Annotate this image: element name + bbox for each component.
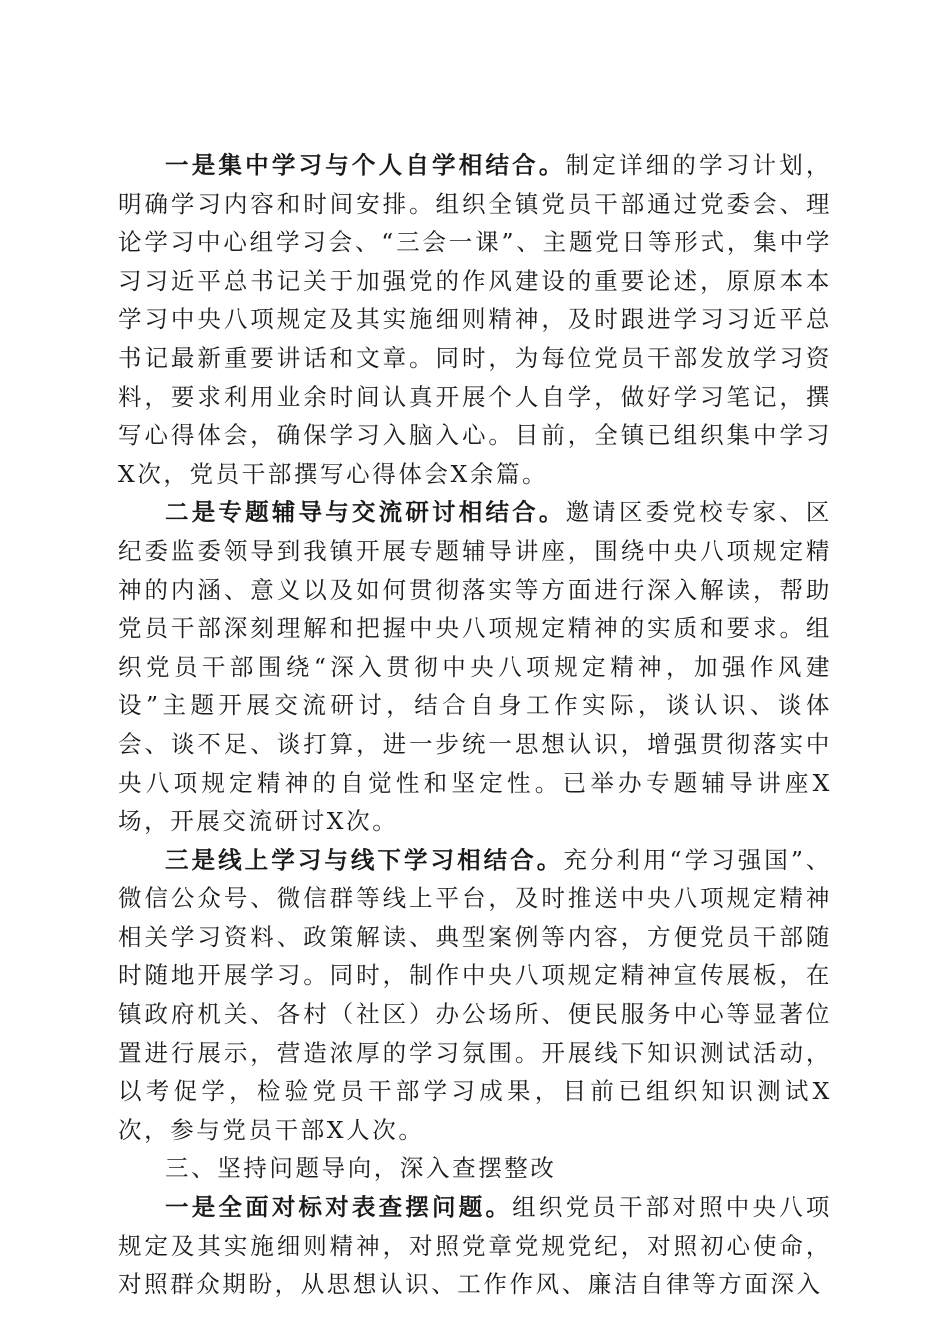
paragraph-body: 邀请区委党校专家、区纪委监委领导到我镇开展专题辅导讲座，围绕中央八项规定精神的内涵、意义以及如何贯彻落实等方面进行深入解读，帮助党员干部深刻理解和把握中央八项规定精神的实质和要求。组织党员干部围绕“深入贯彻中央八项规定精神，加强作风建设”主题开展交流研讨，结合自身工作实际，谈认识、谈体会、谈不足、谈打算，进一步统一思想认识，增强贯彻落实中央八项规定精神的自觉性和坚定性。已举办专题辅导讲座X场，开展交流研讨X次。 [118,498,832,836]
paragraph-lead: 二是专题辅导与交流研讨相结合。 [165,498,566,527]
paragraph-lead: 一是全面对标对表查摆问题。 [165,1193,513,1222]
section-heading: 三、坚持问题导向，深入查摆整改 [165,1154,557,1183]
paragraph-body: 充分利用“学习强国”、微信公众号、微信群等线上平台，及时推送中央八项规定精神相关学习资料、政策解读、典型案例等内容，方便党员干部随时随地开展学习。同时，制作中央八项规定精神宣传展板，在镇政府机关、各村（社区）办公场所、便民服务中心等显著位置进行展示，营造浓厚的学习氛围。开展线下知识测试活动，以考促学，检验党员干部学习成果，目前已组织知识测试X次，参与党员干部X人次。 [118,845,832,1144]
paragraph-problem-check [118,1188,832,1304]
paragraph-lead: 三是线上学习与线下学习相结合。 [165,845,564,874]
paragraph-body: 制定详细的学习计划，明确学习内容和时间安排。组织全镇党员干部通过党委会、理论学习中心组学习会、“三会一课”、主题党日等形式，集中学习习近平总书记关于加强党的作风建设的重要论述，原原本本学习中央八项规定及其实施细则精神，及时跟进学习习近平总书记最新重要讲话和文章。同时，为每位党员干部发放学习资料，要求利用业余时间认真开展个人自学，做好学习笔记，撰写心得体会，确保学习入脑入心。目前，全镇已组织集中学习X次，党员干部撰写心得体会X余篇。 [118,151,832,488]
paragraph-lead: 一是集中学习与个人自学相结合。 [165,151,566,179]
paragraph-body: 组织党员干部对照中央八项规定及其实施细则精神，对照党章党规党纪，对照初心使命，对照群众期盼，从思想认识、工作作风、廉洁自律等方面深入 [118,1193,832,1299]
paragraph-lecture-discussion [118,493,832,840]
paragraph-online-offline [118,841,832,1150]
document-page [118,146,832,1304]
paragraph-study-combined [118,146,832,493]
